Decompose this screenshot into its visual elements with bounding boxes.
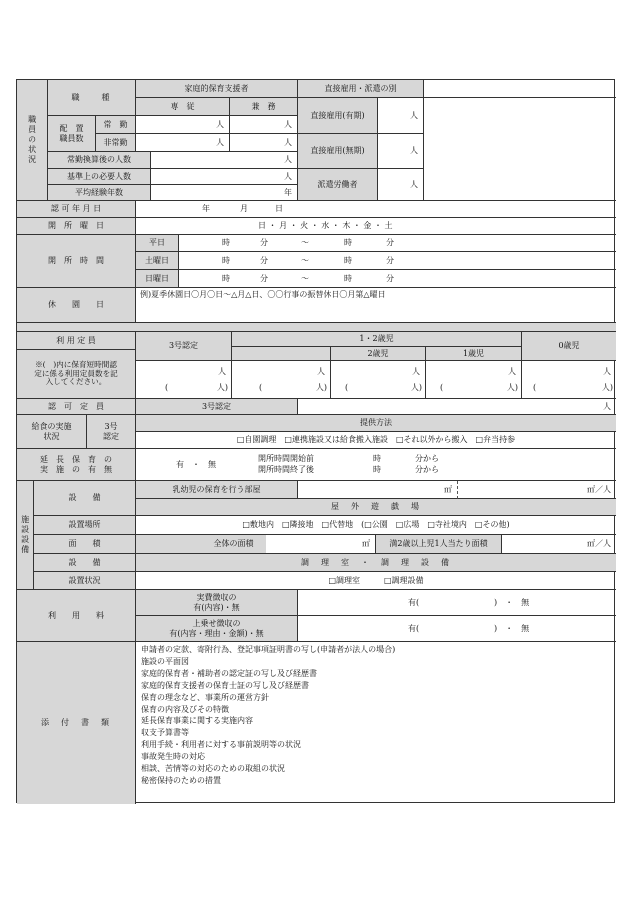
direct-unfixed-label: 直接雇用(無期): [298, 134, 378, 169]
full-time-only-header: 専 従: [136, 98, 230, 116]
day-unit: 日: [275, 204, 283, 213]
person-unit: 人: [218, 367, 226, 376]
attachment-item: 家庭的保育支援者の保育士証の写し及び経歴書: [141, 680, 309, 690]
attachment-item: 家庭的保育者・補助者の認定証の写し及び経歴書: [141, 668, 317, 678]
hour-unit: 時: [373, 465, 381, 474]
hour-unit: 時: [373, 454, 381, 463]
attachment-item: 秘密保持のための措置: [141, 775, 221, 785]
minute-unit: 分: [386, 238, 394, 247]
cert3-header: 3号認定: [136, 332, 232, 361]
minute-unit: 分: [260, 238, 268, 247]
approved-capacity-value[interactable]: 人: [298, 399, 616, 415]
capacity-label: 利 用 定 員: [17, 332, 136, 350]
fte-count[interactable]: 人: [151, 152, 298, 169]
person-unit: 人: [603, 367, 611, 376]
minute-unit: 分: [386, 274, 394, 283]
attachment-item: 申請者の定款、寄附行為、登記事項証明書の写し(申請者が法人の場合): [141, 645, 396, 654]
nursery-room-label: 乳幼児の保育を行う部屋: [136, 481, 298, 499]
paren-open: (: [165, 383, 169, 392]
blank-cell: [424, 98, 616, 201]
location-options[interactable]: □敷地内 □隣接地 □代替地 (□公園 □広場 □寺社境内 □その他): [136, 516, 616, 535]
attachments-list: [141, 644, 395, 787]
holidays-value[interactable]: 例)夏季休園日〇月〇日～△月△日、〇〇行事の振替休日〇月第△曜日: [136, 288, 616, 323]
standard-required-label: 基準上の必要人数: [48, 169, 151, 185]
avg-experience-years[interactable]: 年: [151, 185, 298, 201]
job-type-header: 職 種: [48, 80, 136, 116]
location-label: 設置場所: [34, 516, 136, 535]
approval-date-value[interactable]: [136, 201, 616, 218]
part-time-label: 非常勤: [96, 134, 136, 152]
tilde: ～: [301, 256, 309, 265]
dispatched-count[interactable]: 人: [378, 169, 424, 201]
month-unit: 月: [240, 204, 248, 213]
paren-close: 人): [410, 383, 422, 392]
outdoor-play-header: 屋 外 遊 戯 場: [136, 499, 616, 516]
nursery-room-area[interactable]: ㎡: [298, 481, 458, 499]
weekday-hours[interactable]: [179, 235, 616, 252]
age2-capacity[interactable]: [331, 361, 426, 399]
age0-header: 0歳児: [522, 332, 616, 361]
paren-close: 人): [315, 383, 327, 392]
extra-fee-label: 上乗せ徴収の 有(内容・理由・金額)・無: [136, 616, 298, 642]
paren-close: 人): [601, 383, 613, 392]
per-child-area-value[interactable]: ㎡／人: [502, 535, 616, 554]
extra-fee-value[interactable]: [298, 616, 616, 642]
approved-cert3-label: 3号認定: [136, 399, 298, 415]
equipment-label-2: 設 備: [34, 554, 136, 572]
attachment-item: 施設の平面図: [141, 656, 189, 666]
person-unit: 人: [412, 367, 420, 376]
minute-from: 分から: [415, 454, 439, 463]
application-form: [16, 79, 615, 803]
weekday-label: 平日: [136, 235, 179, 252]
saturday-hours[interactable]: [179, 252, 616, 270]
extended-care-value[interactable]: [136, 449, 616, 481]
part-time-full-time-count[interactable]: 人: [136, 134, 230, 152]
age2-header: 2歳児: [331, 347, 426, 361]
dispatched-label: 派遣労働者: [298, 169, 378, 201]
saturday-label: 土曜日: [136, 252, 179, 270]
hour-unit: 時: [344, 274, 352, 283]
value-close: ) ・ 無: [494, 624, 530, 633]
concurrent-header: 兼 務: [230, 98, 298, 116]
paren-open: (: [345, 383, 349, 392]
meals-options[interactable]: □自園調理 □連携施設又は給食搬入施設 □それ以外から搬入 □弁当持参: [136, 432, 616, 449]
total-area-label: 全体の面積: [201, 535, 266, 554]
attachment-item: 延長保育事業に関する実施内容: [141, 716, 253, 726]
extended-yes-no[interactable]: 有 ・ 無: [176, 460, 216, 469]
approved-capacity-label: 認 可 定 員: [17, 399, 136, 415]
home-care-supporter-header: 家庭的保育支援者: [136, 80, 298, 98]
hour-unit: 時: [222, 238, 230, 247]
attachment-item: 保育の理念など、事業所の運営方針: [141, 692, 269, 702]
direct-fixed-count[interactable]: 人: [378, 98, 424, 134]
blank-cell: [424, 80, 616, 98]
kitchen-header: 調 理 室 ・ 調 理 設 備: [136, 554, 616, 572]
age12-capacity[interactable]: [232, 361, 331, 399]
per-child-area-label: 満2歳以上児1人当たり面積: [376, 535, 502, 554]
actual-cost-label: 実費徴収の 有(内容)・無: [136, 590, 298, 616]
total-area-value[interactable]: ㎡: [266, 535, 376, 554]
sunday-hours[interactable]: [179, 270, 616, 288]
extended-end-label: 開所時間終了後: [258, 465, 314, 474]
paren-close: 人): [216, 383, 228, 392]
meals-method-header: 提供方法: [136, 415, 616, 432]
hour-unit: 時: [222, 274, 230, 283]
open-days-value[interactable]: [136, 218, 616, 235]
attachments-label: 添 付 書 類: [17, 642, 136, 804]
person-unit: 人: [508, 367, 516, 376]
value-close: ) ・ 無: [494, 598, 530, 607]
open-hours-label: 開 所 時 間: [17, 235, 136, 288]
tilde: ～: [301, 274, 309, 283]
open-days-text: 日 ・ 月 ・ 火 ・ 水 ・ 木 ・ 金 ・ 土: [258, 221, 393, 230]
section-divider: [17, 323, 616, 332]
paren-open: (: [259, 383, 263, 392]
extended-care-label: 延 長 保 育 の 実 施 の 有 無: [17, 449, 136, 481]
staff-section-label: 職員の状況: [17, 80, 48, 201]
attachment-item: 収支予算書等: [141, 728, 189, 738]
sunday-label: 日曜日: [136, 270, 179, 288]
fte-label: 常勤換算後の人数: [48, 152, 151, 169]
paren-close: 人): [506, 383, 518, 392]
regular-label: 常 勤: [96, 116, 136, 134]
fees-label: 利 用 料: [17, 590, 136, 642]
direct-unfixed-count[interactable]: 人: [378, 134, 424, 169]
employment-type-header: 直接雇用・派遣の別: [298, 80, 424, 98]
age1-header: 1歳児: [426, 347, 522, 361]
paren-open: (: [440, 383, 444, 392]
area-spacer: [136, 535, 201, 554]
age12-spacer: [232, 347, 331, 361]
tilde: ～: [301, 238, 309, 247]
hour-unit: 時: [344, 256, 352, 265]
capacity-note: ※( )内に保育短時間認 定に係る利用定員数を記 入してください。: [17, 350, 136, 399]
direct-fixed-label: 直接雇用(有期): [298, 98, 378, 134]
minute-from: 分から: [415, 465, 439, 474]
part-time-concurrent-count[interactable]: 人: [230, 134, 298, 152]
regular-full-time-count[interactable]: 人: [136, 116, 230, 134]
kitchen-options[interactable]: □調理室 □調理設備: [136, 572, 616, 590]
area-label: 面 積: [34, 535, 136, 554]
hour-unit: 時: [222, 256, 230, 265]
hour-unit: 時: [344, 238, 352, 247]
value-open: 有(: [408, 598, 420, 607]
value-open: 有(: [408, 624, 420, 633]
minute-unit: 分: [260, 274, 268, 283]
meals-label: 給食の実施 状況: [17, 415, 87, 449]
age0-capacity[interactable]: [522, 361, 616, 399]
attachment-item: 相談、苦情等の対応のための取組の状況: [141, 764, 285, 774]
attachment-item: 保育の内容及びその特徴: [141, 704, 229, 714]
cert3-capacity[interactable]: [136, 361, 232, 399]
age12-header: 1・2歳児: [232, 332, 522, 347]
extended-start-label: 開所時間開始前: [258, 454, 314, 463]
minute-unit: 分: [386, 256, 394, 265]
install-status-label: 設置状況: [34, 572, 136, 590]
nursery-room-per-child[interactable]: ㎡／人: [458, 481, 616, 499]
avg-experience-label: 平均経験年数: [48, 185, 151, 201]
paren-open: (: [533, 383, 537, 392]
placement-staff-label: 配 置 職員数: [48, 116, 96, 152]
year-unit: 年: [202, 204, 210, 213]
meals-cert3-label: 3号 認定: [87, 415, 136, 449]
equipment-label: 設 備: [34, 481, 136, 516]
standard-required-count[interactable]: 人: [151, 169, 298, 185]
minute-unit: 分: [260, 256, 268, 265]
attachment-item: 事故発生時の対応: [141, 752, 205, 762]
open-days-label: 開 所 曜 日: [17, 218, 136, 235]
facility-section-label: 施設設備: [17, 481, 34, 590]
approval-date-label: 認 可 年 月 日: [17, 201, 136, 218]
regular-concurrent-count[interactable]: 人: [230, 116, 298, 134]
age1-capacity[interactable]: [426, 361, 522, 399]
person-unit: 人: [317, 367, 325, 376]
actual-cost-value[interactable]: [298, 590, 616, 616]
attachment-item: 利用手続・利用者に対する事前説明等の状況: [141, 740, 301, 750]
holidays-label: 休 園 日: [17, 288, 136, 323]
